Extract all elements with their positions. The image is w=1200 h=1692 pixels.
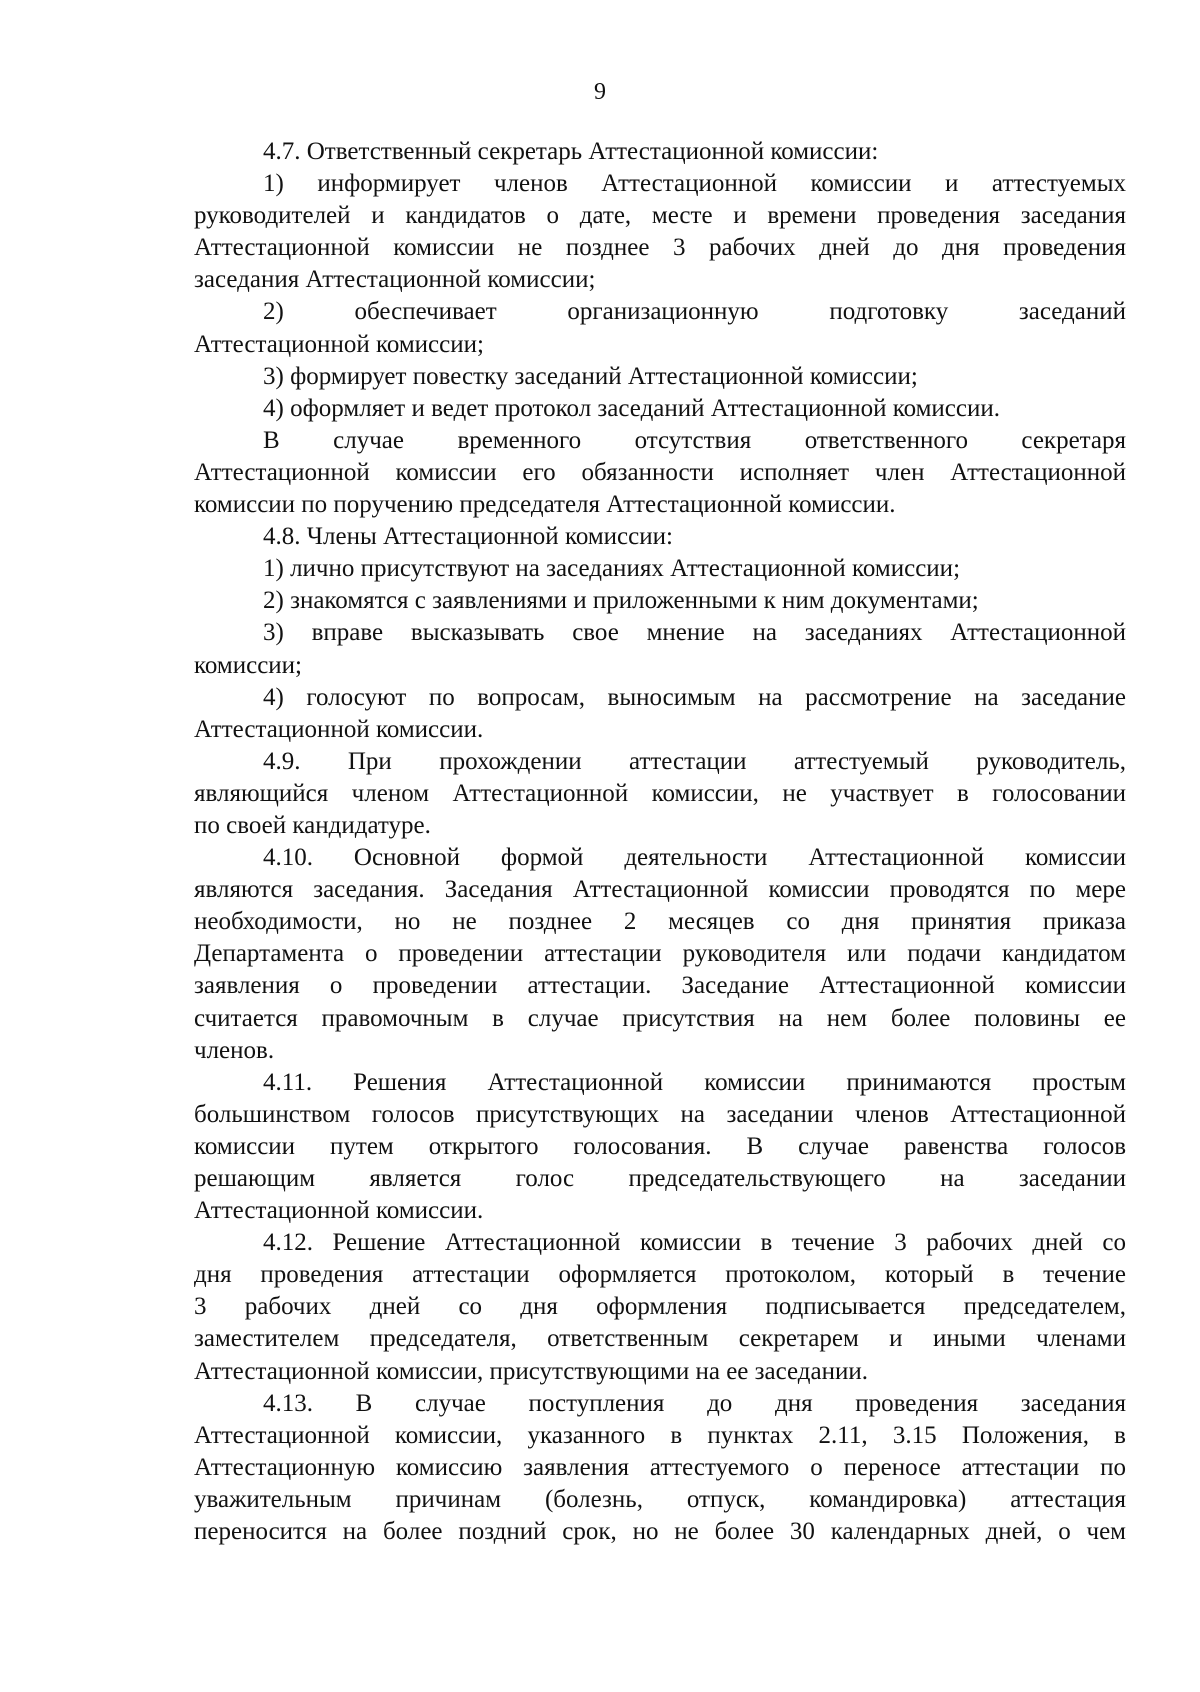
text-line: уважительным причинам (болезнь, отпуск, командировка) аттестация <box>194 1485 1126 1513</box>
text-line: 4.7. Ответственный секретарь Аттестационной комиссии: <box>263 138 879 165</box>
text-line: 4.10. Основной формой деятельности Аттестационной комиссии <box>263 844 1126 872</box>
text-line: Департамента о проведении аттестации руководителя или подачи кандидатом <box>194 940 1126 968</box>
text-line: 4) оформляет и ведет протокол заседаний Аттестационной комиссии. <box>263 394 1001 422</box>
text-line: Аттестационной комиссии; <box>194 330 484 358</box>
text-line: дня проведения аттестации оформляется протоколом, который в течение <box>194 1261 1126 1289</box>
text-line: Аттестационной комиссии его обязанности исполняет член Аттестационной <box>194 458 1126 486</box>
text-line: Аттестационной комиссии, указанного в пунктах 2.11, 3.15 Положения, в <box>194 1421 1126 1449</box>
text-line: Аттестационной комиссии, присутствующими на ее заседании. <box>194 1357 868 1385</box>
text-line: необходимости, но не позднее 2 месяцев со дня принятия приказа <box>194 908 1126 936</box>
text-line: заявления о проведении аттестации. Заседание Аттестационной комиссии <box>194 972 1126 1000</box>
text-line: считается правомочным в случае присутствия на нем более половины ее <box>194 1004 1126 1032</box>
text-line: Аттестационной комиссии. <box>194 715 484 743</box>
text-line: переносится на более поздний срок, но не более 30 календарных дней, о чем <box>194 1518 1126 1546</box>
text-line: 4) голосуют по вопросам, выносимым на рассмотрение на заседание <box>263 683 1126 711</box>
text-line: комиссии путем открытого голосования. В случае равенства голосов <box>194 1132 1126 1160</box>
text-line: Аттестационной комиссии. <box>194 1197 484 1225</box>
text-line: Аттестационную комиссию заявления аттестуемого о переносе аттестации по <box>194 1453 1126 1481</box>
text-line: 4.9. При прохождении аттестации аттестуемый руководитель, <box>263 747 1126 775</box>
text-line: Аттестационной комиссии не позднее 3 рабочих дней до дня проведения <box>194 234 1126 262</box>
text-line: являются заседания. Заседания Аттестационной комиссии проводятся по мере <box>194 876 1126 904</box>
text-line: 3 рабочих дней со дня оформления подписывается председателем, <box>194 1293 1126 1321</box>
text-line: 4.13. В случае поступления до дня проведения заседания <box>263 1389 1126 1417</box>
text-line: 4.12. Решение Аттестационной комиссии в течение 3 рабочих дней со <box>263 1229 1126 1257</box>
page-number: 9 <box>594 79 606 105</box>
text-line: 4.8. Члены Аттестационной комиссии: <box>263 523 673 551</box>
text-line: 1) информирует членов Аттестационной комиссии и аттестуемых <box>263 170 1126 198</box>
text-line: 3) формирует повестку заседаний Аттестационной комиссии; <box>263 362 918 390</box>
text-line: по своей кандидатуре. <box>194 811 431 839</box>
text-line: руководителей и кандидатов о дате, месте и времени проведения заседания <box>194 202 1126 230</box>
text-line: являющийся членом Аттестационной комиссии, не участвует в голосовании <box>194 779 1126 807</box>
text-line: 2) обеспечивает организационную подготовку заседаний <box>263 298 1126 326</box>
text-line: большинством голосов присутствующих на заседании членов Аттестационной <box>194 1100 1126 1128</box>
text-line: заместителем председателя, ответственным секретарем и иными членами <box>194 1325 1126 1353</box>
text-line: 2) знакомятся с заявлениями и приложенными к ним документами; <box>263 587 979 615</box>
text-line: комиссии по поручению председателя Аттестационной комиссии. <box>194 491 896 519</box>
document-body <box>194 136 1126 1548</box>
text-line: 4.11. Решения Аттестационной комиссии принимаются простым <box>263 1068 1126 1096</box>
text-line: В случае временного отсутствия ответственного секретаря <box>263 426 1126 454</box>
text-line: 3) вправе высказывать свое мнение на заседаниях Аттестационной <box>263 619 1126 647</box>
text-line: решающим является голос председательствующего на заседании <box>194 1165 1126 1192</box>
text-line: 1) лично присутствуют на заседаниях Аттестационной комиссии; <box>263 555 961 583</box>
text-line: комиссии; <box>194 651 302 679</box>
text-line: членов. <box>194 1036 275 1064</box>
text-line: заседания Аттестационной комиссии; <box>194 266 596 294</box>
